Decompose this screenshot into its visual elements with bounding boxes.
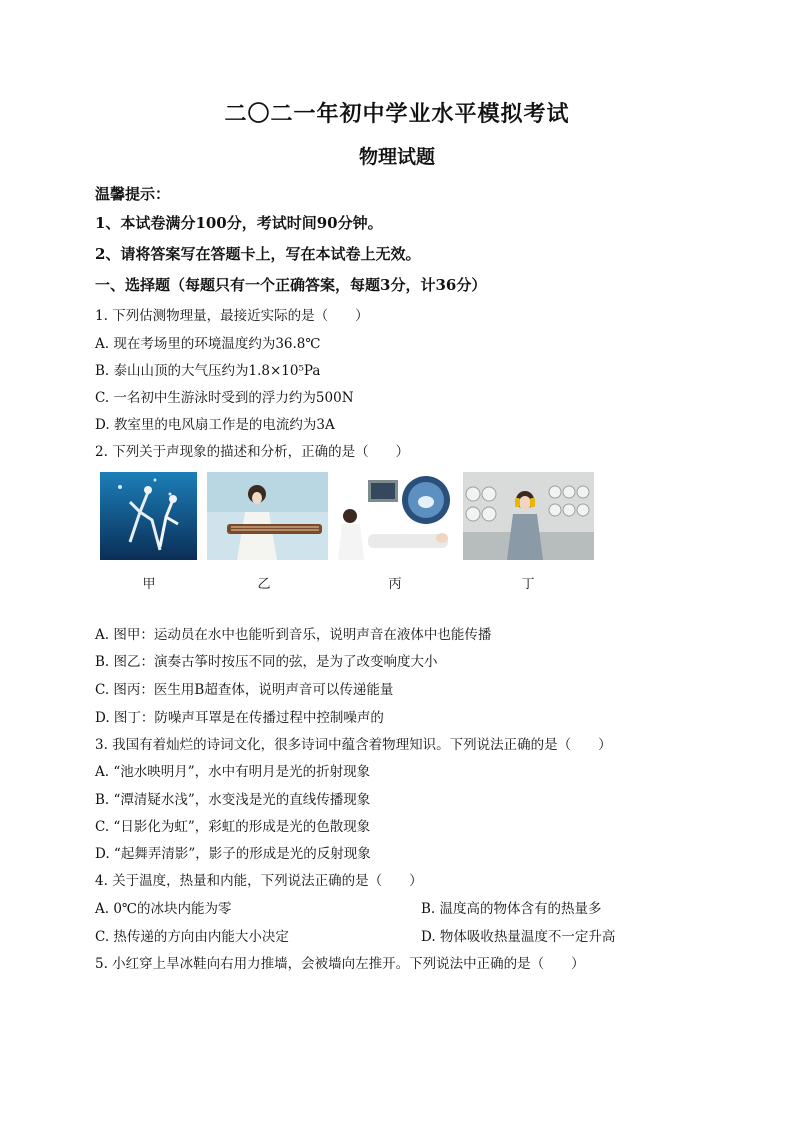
question-3-option-c: C. “日影化为虹”，彩虹的形成是光的色散现象 <box>95 819 371 835</box>
question-1-option-a: A. 现在考场里的环境温度约为36.8℃ <box>95 336 321 352</box>
question-4-option-c: C. 热传递的方向由内能大小决定 <box>95 929 289 945</box>
question-5-stem: 5. 小红穿上旱冰鞋向右用力推墙，会被墙向左推开。下列说法中正确的是（ ） <box>95 956 585 972</box>
figure-ding-factory-ear-muffs <box>463 472 594 560</box>
question-3-option-a: A. “池水映明月”，水中有明月是光的折射现象 <box>95 764 371 780</box>
question-4-stem: 4. 关于温度，热量和内能，下列说法正确的是（ ） <box>95 873 423 889</box>
figure-caption-yi: 乙 <box>257 577 271 592</box>
section-heading: 一、选择题（每题只有一个正确答案，每题3分，计36分） <box>95 276 487 294</box>
question-4-option-b: B. 温度高的物体含有的热量多 <box>421 901 602 917</box>
figure-caption-ding: 丁 <box>521 577 535 592</box>
exam-subtitle: 物理试题 <box>358 146 435 168</box>
figure-yi-guzheng-player <box>207 472 328 560</box>
figure-caption-jia: 甲 <box>142 577 156 592</box>
question-2-stem: 2. 下列关于声现象的描述和分析，正确的是（ ） <box>95 444 410 460</box>
tips-heading: 温馨提示： <box>95 185 171 203</box>
figure-bing-b-ultrasound <box>338 472 454 560</box>
question-3-stem: 3. 我国有着灿烂的诗词文化，很多诗词中蕴含着物理知识。下列说法正确的是（ ） <box>95 737 612 753</box>
question-3-option-b: B. “潭清疑水浅”，水变浅是光的直线传播现象 <box>95 792 371 808</box>
question-4-option-a: A. 0℃的冰块内能为零 <box>95 901 232 917</box>
question-1-option-c: C. 一名初中生游泳时受到的浮力约为500N <box>95 390 354 406</box>
exam-title: 二〇二一年初中学业水平模拟考试 <box>224 101 570 127</box>
question-1-option-b: B. 泰山山顶的大气压约为1.8×10⁵Pa <box>95 363 321 379</box>
question-2-option-d: D. 图丁：防噪声耳罩是在传播过程中控制噪声的 <box>95 710 384 726</box>
question-2-option-b: B. 图乙：演奏古筝时按压不同的弦，是为了改变响度大小 <box>95 654 438 670</box>
question-2-option-c: C. 图丙：医生用B超查体，说明声音可以传递能量 <box>95 682 394 698</box>
question-2-option-a: A. 图甲：运动员在水中也能听到音乐，说明声音在液体中也能传播 <box>95 627 492 643</box>
question-3-option-d: D. “起舞弄清影”，影子的形成是光的反射现象 <box>95 846 371 862</box>
tip-2: 2、请将答案写在答题卡上，写在本试卷上无效。 <box>95 245 421 263</box>
figure-caption-bing: 丙 <box>388 577 402 592</box>
figure-jia-underwater-swimmer <box>100 472 197 560</box>
question-1-stem: 1. 下列估测物理量，最接近实际的是（ ） <box>95 308 369 324</box>
tip-1: 1、本试卷满分100分，考试时间90分钟。 <box>95 214 383 232</box>
question-4-option-d: D. 物体吸收热量温度不一定升高 <box>421 929 616 945</box>
question-1-option-d: D. 教室里的电风扇工作是的电流约为3A <box>95 417 335 433</box>
